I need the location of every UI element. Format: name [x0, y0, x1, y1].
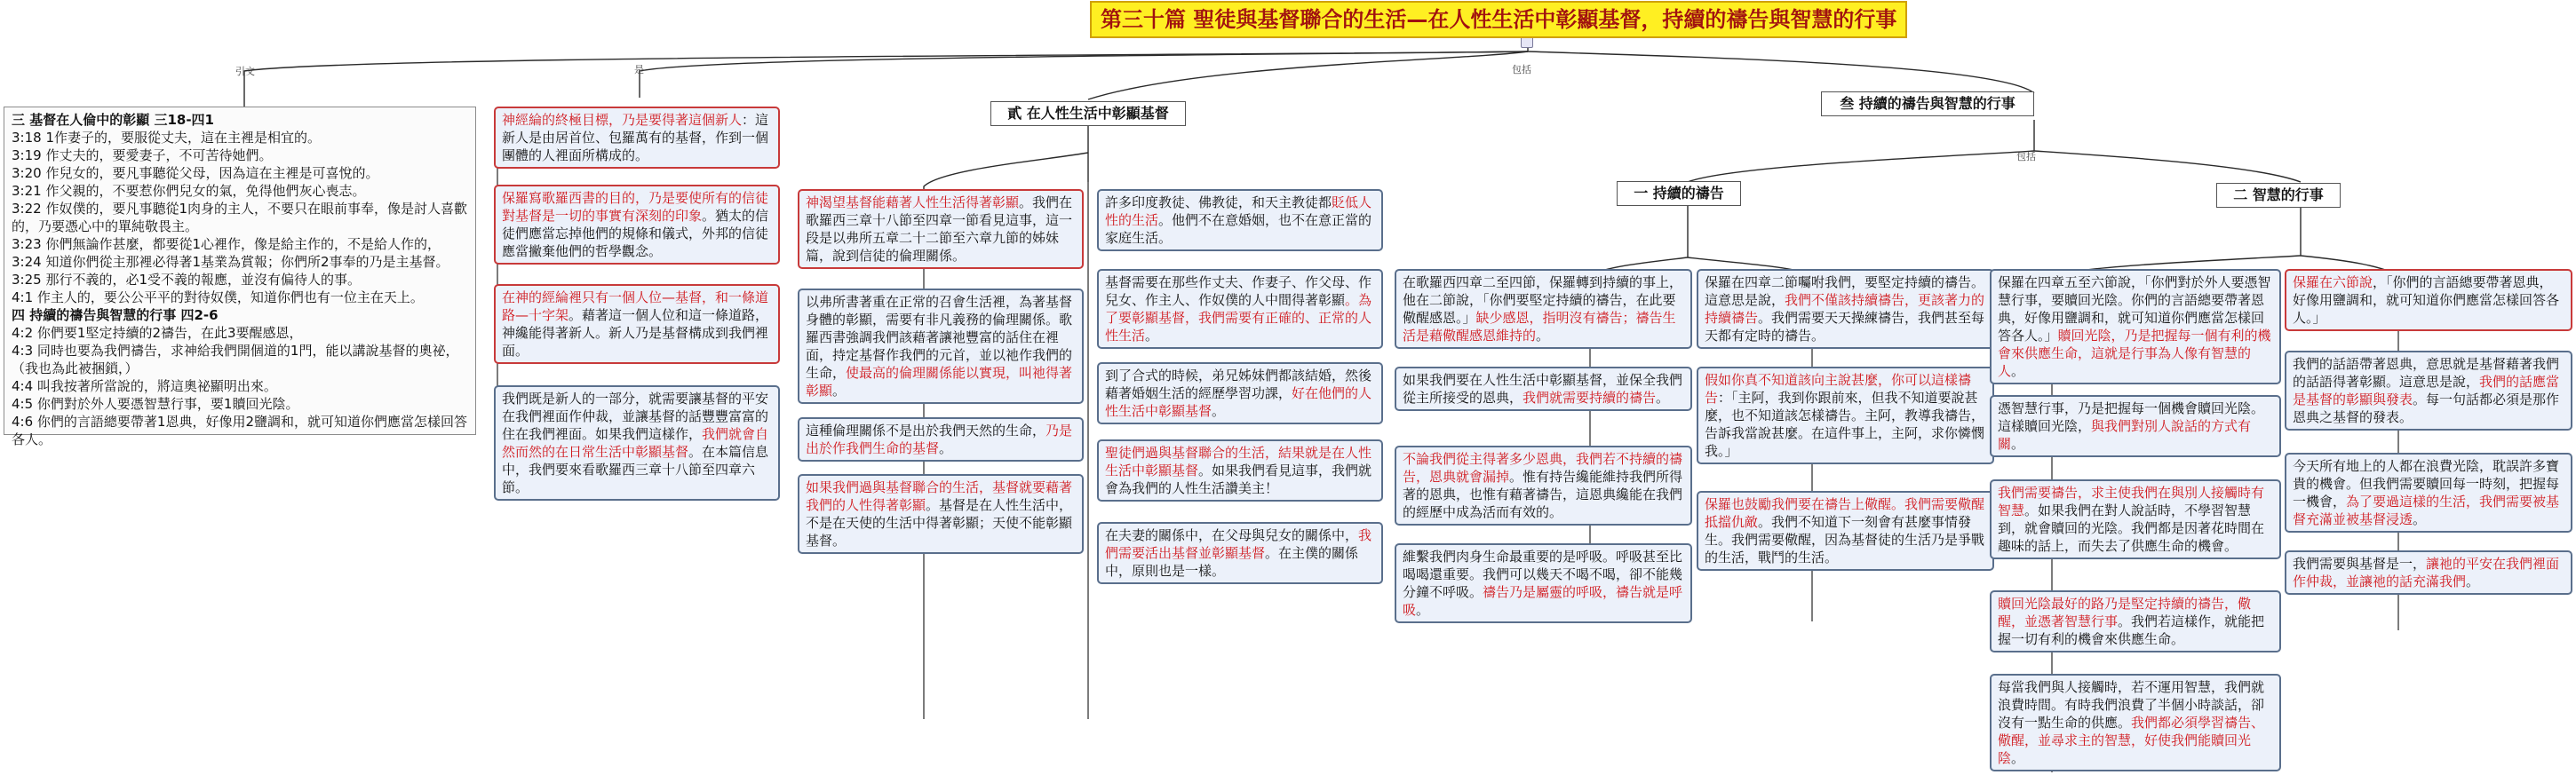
scripture-verse: 3:19 作丈夫的，要愛妻子，不可苦待她們。 [12, 147, 273, 163]
highlight-text: 乃是出於作我們生命的基督 [806, 423, 1073, 456]
scripture-verse: 4:2 你們要1堅定持續的2禱告，在此3要醒感恩， [12, 325, 303, 341]
body-text: 。藉著這一個人位和這一條道路，神纔能得著新人。新人乃是基督構成到我們裡面。 [502, 307, 769, 359]
body-text: 。我們不知道下一刻會有甚麼事情發生。我們需要儆醒，因為基督徒的生活乃是爭戰的生活，戰鬥的生活。 [1705, 514, 1985, 565]
node-wisdom-speaking[interactable] [1990, 395, 2281, 457]
node-part-of-new-man[interactable] [494, 385, 780, 501]
body-text: 。他們不在意婚姻，也不在意正當的家庭生活。 [1105, 212, 1372, 246]
scripture-verse: 4:5 你們對於外人要憑智慧行事，要1贖回光陰。 [12, 396, 299, 412]
highlight-text: 不論我們從主得著多少恩典，我們若不持續的禱告，恩典就會漏掉 [1403, 451, 1683, 485]
body-text: 。 [1416, 602, 1430, 618]
node-god-desires-expression[interactable] [798, 189, 1084, 269]
highlight-text: 神渴望基督能藉著人性生活得著彰顯 [806, 194, 1020, 210]
node-pray-for-wisdom[interactable] [1990, 479, 2281, 559]
highlight-text: 如果我們過與基督聯合的生活，基督就要藉著我們的人性得著彰顯 [806, 479, 1073, 513]
highlight-text: 我們需要禱告，求主使我們在與別人接觸時有智慧 [1998, 485, 2265, 518]
highlight-text: 我們就會自然而然的在日常生活中彰顯基督 [502, 426, 769, 460]
highlight-text: 贖回光陰，乃是把握每一個有利的機會來供應生命，這就是行事為人像有智慧的人 [1998, 328, 2271, 379]
highlight-text: 我們不僅該持續禱告，更該著力的持續禱告 [1705, 292, 1985, 326]
node-one-person-one-way[interactable] [494, 284, 780, 364]
node-grace-leaks[interactable] [1395, 446, 1692, 526]
highlight-text: 贖回光陰最好的路乃是堅定持續的禱告，儆醒，並憑著智慧行事 [1998, 596, 2252, 629]
highlight-text: 。為了要彰顯基督，我們需要有正確的、正常的人性生活 [1105, 292, 1372, 344]
scripture-verse: 4:6 你們的言語總要帶著1恩典，好像用2鹽調和，就可知道你們應當怎樣回答各人。 [12, 414, 467, 447]
scripture-verse: 3:23 你們無論作甚麼，都要從1心裡作，像是給主作的，不是給人作的， [12, 236, 441, 252]
node-seize-opportunity[interactable] [2285, 453, 2572, 533]
body-text: 許多印度教徒、佛教徒，和天主教徒都 [1105, 194, 1332, 210]
highlight-text: 聖徒們過與基督聯合的生活，結果就是在人性生活中彰顯基督 [1105, 445, 1372, 478]
body-text: 。我們在歌羅西三章十八節至四章一節看見這事，這一段是以弗所五章二十二節至六章九節的姊妹篇，說到信徒的倫理關係。 [806, 194, 1073, 264]
node-family-relations[interactable] [1097, 522, 1383, 584]
highlight-text: 我們都必須學習禱告、儆醒，並尋求主的智慧，好使我們能贖回光陰 [1998, 715, 2265, 766]
scripture-verse: 4:1 作主人的，要公公平平的對待奴僕，知道你們也有一位主在天上。 [12, 289, 424, 305]
highlight-text: 為了要過這樣的生活，我們需要被基督充滿並被基督浸透 [2293, 494, 2560, 527]
node-best-way-redeem[interactable] [1990, 590, 2281, 652]
highlight-text: 保羅在六節說 [2293, 274, 2373, 290]
body-text: 憑智慧行事，乃是把握每一個機會贖回光陰。這樣贖回光陰， [1998, 400, 2265, 434]
label-yinwen: 引文 [235, 66, 255, 77]
highlight-text: 保羅寫歌羅西書的目的，乃是要使所有的信徒對基督是一切的事實有深刻的印象 [502, 190, 769, 224]
highlight-text: 在神的經綸裡只有一個人位—基督，和一條道路—十字架 [502, 289, 769, 323]
highlight-text: 神經綸的終極目標，乃是要得著這個新人 [502, 112, 743, 128]
body-text: 維繫我們肉身生命最重要的是呼吸。呼吸甚至比喝喝還重要。我們可以幾天不喝不喝，卻不能幾分鐘不呼吸。 [1403, 549, 1683, 600]
body-text: 。在主僕的關係中，原則也是一樣。 [1105, 545, 1359, 579]
body-text: 。 [2413, 511, 2427, 527]
node-one-with-christ[interactable] [2285, 550, 2572, 595]
body-text: 如果我們要在人性生活中彰顯基督，並保全我們從主所接受的恩典， [1403, 372, 1683, 406]
body-text: 。 [832, 383, 847, 399]
highlight-text: 保羅也鼓勵我們要在禱告上儆醒。我們需要儆醒抵擋仇敵 [1705, 496, 1985, 530]
body-text: 。 [2011, 750, 2025, 766]
scripture-box [4, 107, 476, 447]
body-text: ，「你們的言語總要帶著恩典，好像用鹽調和，就可知道你們應當怎樣回答各人。」 [2293, 274, 2560, 326]
node-degrade-human-life[interactable] [1097, 189, 1383, 251]
highlight-text: 禱告乃是屬靈的呼吸，禱告就是呼吸 [1403, 584, 1683, 618]
body-text: 每當我們與人接觸時，若不運用智慧，我們就浪費時間。有時我們浪費了半個小時談話，卻沒有一點生命的供應。 [1998, 679, 2265, 731]
page-title: 第三十篇 聖徒與基督聯合的生活—在人性生活中彰顯基督，持續的禱告與智慧的行事 [1090, 1, 1907, 38]
body-text: 在歌羅西四章二至四節，保羅轉到持續的事上，他在二節說，「你們要堅定持續的禱告，在此要儆醒感恩。」 [1403, 274, 1683, 326]
highlight-text: 好在他們的人性生活中彰顯基督 [1105, 385, 1372, 419]
scripture-verse: 3:18 1作妻子的，要服從丈夫，這在主裡是相宜的。 [12, 130, 321, 146]
body-text: 我們既是新人的一部分，就需要讓基督的平安在我們裡面作仲裁，並讓基督的話豐豐富富的住在我們裡面。如果我們這樣作， [502, 391, 769, 442]
highlight-text: 假如你真不知道該向主說甚麼，你可以這樣禱告 [1705, 372, 1972, 406]
body-text: 。 [2466, 573, 2480, 589]
branch-section-2[interactable]: 貳 在人性生活中彰顯基督 [990, 101, 1186, 126]
scripture-verse: 4:4 叫我按著所當說的，將這奧祕顯明出來。 [12, 378, 277, 394]
scripture-verse: 4:3 同時也要為我們禱告，求神給我們開個道的1門，能以講說基督的奧祕，（我也為此被捆鎖，） [12, 343, 459, 376]
body-text: 以弗所書著重在正常的召會生活裡，為著基督身體的彰顯，需要有非凡義務的倫理關係。歌羅西書強調我們該藉著讓祂豐富的話住在裡面，持定基督作我們的元首，並以祂作我們的生命， [806, 294, 1073, 381]
node-spiritual-breathing[interactable] [1395, 543, 1692, 623]
body-text: ：「主阿，我到你跟前來，但我不知道要說甚麼，也不知道該怎樣禱告。主阿，教導我禱告，告訴我當說甚麼。在這件事上，主阿，求你憐憫我。」 [1705, 390, 1985, 459]
highlight-text: 我們就需要持續的禱告 [1523, 390, 1657, 406]
body-text: 。猶太的信徒們應當忘掉他們的規條和儀式，外邦的信徒應當撇棄他們的哲學觀念。 [502, 208, 769, 259]
scripture-verse: 3:24 知道你們從主那裡必得著1基業為賞報；你們所2事奉的乃是主基督。 [12, 254, 449, 270]
node-marriage-lessons[interactable] [1097, 362, 1383, 424]
body-text: 。 [1145, 328, 1159, 344]
body-text: 保羅在四章五至六節說，「你們對於外人要憑智慧行事，要贖回光陰。你們的言語總要帶著恩典，好像用鹽調和，就可知道你們應當怎樣回答各人。」 [1998, 274, 2271, 344]
body-text: ：這新人是由居首位、包羅萬有的基督，作到一個團體的人裡面所構成的。 [502, 112, 769, 163]
node-watchful-prayer[interactable] [1697, 491, 1994, 571]
body-text: 我們需要與基督是一， [2293, 556, 2427, 572]
node-colossians-purpose[interactable] [494, 185, 780, 265]
body-text: 。 [2011, 363, 2025, 379]
body-text: 。我們需要天天操練禱告，我們甚至每天都有定時的禱告。 [1705, 310, 1985, 344]
node-ethical-relationships[interactable] [798, 417, 1084, 462]
body-text: 。惟有持告纔能維持我們所得著的恩典，也惟有藉著禱告，這恩典纔能在我們的經歷中成為活而有效的。 [1403, 469, 1683, 520]
node-how-to-pray[interactable] [1697, 367, 1994, 464]
body-text: 。在本篇信息中，我們要來看歌羅西三章十八節至四章六節。 [502, 444, 769, 495]
body-text: 今天所有地上的人都在浪費光陰，耽誤許多寶貴的機會。但我們需要贖回每一時刻，把握每一機會， [2293, 458, 2560, 510]
node-speech-with-grace[interactable] [2285, 269, 2572, 331]
scripture-verse: 3:22 作奴僕的，要凡事聽從1肉身的主人，不要只在眼前事奉，像是討人喜歡的，乃要憑心中的單純敬畏主。 [12, 201, 467, 234]
scripture-verse: 3:25 那行不義的，必1受不義的報應，並沒有偏待人的事。 [12, 272, 361, 288]
label-baokuo-2: 包括 [2016, 151, 2036, 162]
node-wasting-time[interactable] [1990, 674, 2281, 771]
node-need-continual-prayer[interactable] [1395, 367, 1692, 411]
node-persevere-in-prayer[interactable] [1697, 269, 1994, 349]
body-text: 我們的話語帶著恩典，意思就是基督藉著我們的話語得著彰顯。這意思是說， [2293, 356, 2560, 390]
branch-continual-prayer[interactable]: 一 持續的禱告 [1617, 181, 1741, 206]
node-words-express-christ[interactable] [2285, 351, 2572, 431]
node-ephesians-vs-colossians[interactable] [798, 289, 1084, 404]
highlight-text: 我們的話應當是基督的彰顯與發表 [2293, 374, 2560, 407]
node-union-with-christ[interactable] [798, 474, 1084, 554]
scripture-verse: 3:20 作兒女的，要凡事聽從父母，因為這在主裡是可喜悅的。 [12, 165, 379, 181]
node-new-man-goal[interactable] [494, 107, 780, 169]
highlight-text: 使最高的倫理關係能以實現，叫祂得著彰顯 [806, 365, 1073, 399]
scripture-heading-2: 四 持續的禱告與智慧的行事 四2-6 [12, 307, 219, 323]
body-text: 基督需要在那些作丈夫、作妻子、作父母、作兒女、作主人、作奴僕的人中間得著彰顯 [1105, 274, 1372, 308]
branch-walk-in-wisdom[interactable]: 二 智慧的行事 [2216, 183, 2341, 208]
body-text: 這種倫理關係不是出於我們天然的生命， [806, 423, 1046, 439]
body-text: 。每一句話都必須是那作恩典之基督的發表。 [2293, 391, 2560, 425]
body-text: 。如果我們看見這事，我們就會為我們的人性生活讚美主！ [1105, 463, 1372, 496]
body-text: 。 [2011, 436, 2025, 452]
highlight-text: 讓祂的平安在我們裡面作仲裁，並讓祂的話充滿我們 [2293, 556, 2560, 589]
body-text: 在夫妻的關係中，在父母與兒女的關係中， [1105, 527, 1359, 543]
label-shi: 是 [634, 64, 644, 75]
highlight-text: 貶低人性的生活 [1105, 194, 1372, 228]
body-text: 到了合式的時候，弟兄姊妹們都該結婚，然後藉著婚姻生活的經歷學習功課， [1105, 368, 1372, 401]
body-text: 保羅在四章二節囑咐我們，要堅定持續的禱告。這意思是說， [1705, 274, 1985, 308]
scripture-verse: 3:21 作父親的，不要惹你們兒女的氣，免得他們灰心喪志。 [12, 183, 366, 199]
node-saints-life-result[interactable] [1097, 439, 1383, 502]
branch-section-3[interactable]: 叁 持續的禱告與智慧的行事 [1821, 91, 2034, 116]
body-text: 。如果我們在對人說話時，不學習智慧到，就會贖回的光陰。我們都是因著花時間在趣味的話上，而失去了供應生命的機會。 [1998, 502, 2265, 554]
node-thanksgiving-prayer[interactable] [1395, 269, 1692, 349]
body-text: 。 [1656, 390, 1670, 406]
body-text: 。基督是在人性生活中，不是在天使的生活中得著彰顯；天使不能彰顯基督。 [806, 497, 1073, 549]
highlight-text: 缺少感恩，指明沒有禱告；禱告生活是藉儆醒感恩維持的 [1403, 310, 1676, 344]
body-text: 。 [1536, 328, 1550, 344]
body-text: 。 [1212, 403, 1226, 419]
label-baokuo: 包括 [1512, 64, 1531, 75]
body-text: 。 [939, 440, 953, 456]
node-proper-human-life[interactable] [1097, 269, 1383, 349]
highlight-text: 與我們對別人說話的方式有關 [1998, 418, 2252, 452]
scripture-heading-1: 三 基督在人倫中的彰顯 三18-四1 [12, 112, 214, 128]
node-redeem-time[interactable] [1990, 269, 2281, 384]
highlight-text: 我們需要活出基督並彰顯基督 [1105, 527, 1372, 561]
body-text: 。我們若這樣作，就能把握一切有利的機會來供應生命。 [1998, 613, 2265, 647]
